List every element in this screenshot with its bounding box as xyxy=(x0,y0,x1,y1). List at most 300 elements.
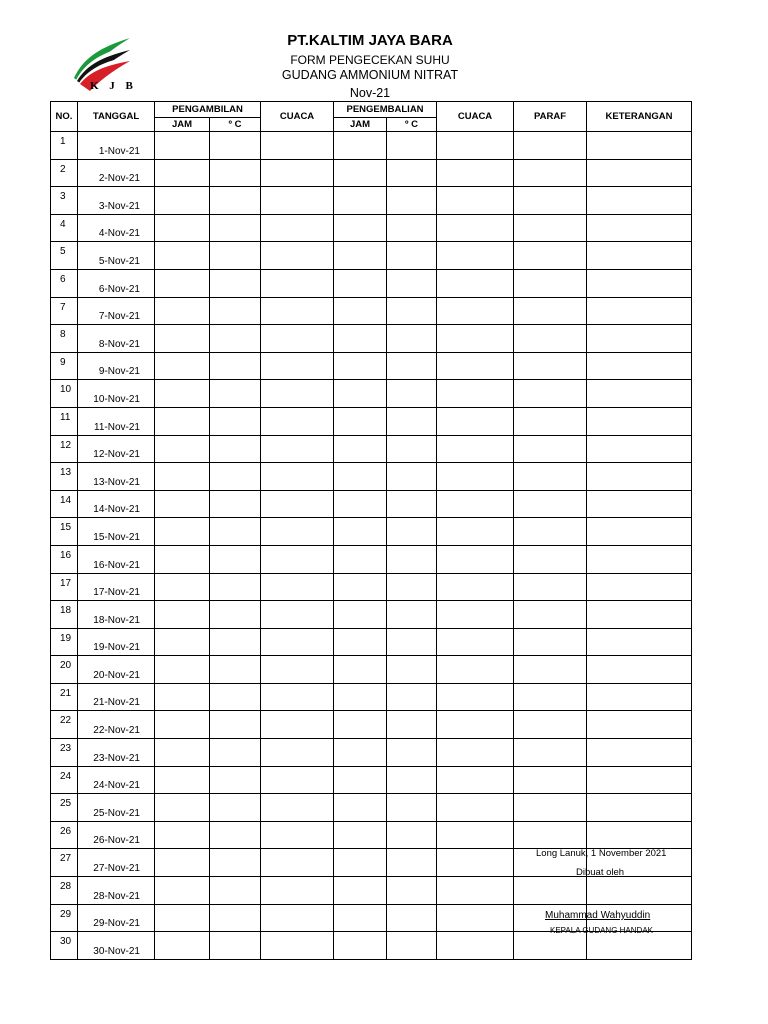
return-time-cell[interactable] xyxy=(334,877,387,905)
return-weather-cell[interactable] xyxy=(437,601,514,629)
notes-cell[interactable] xyxy=(587,794,692,822)
return-time-cell[interactable] xyxy=(334,159,387,187)
notes-cell[interactable] xyxy=(587,380,692,408)
return-time-cell[interactable] xyxy=(334,132,387,160)
taking-time-cell[interactable] xyxy=(155,601,210,629)
sign-cell[interactable] xyxy=(514,407,587,435)
return-weather-cell[interactable] xyxy=(437,545,514,573)
row-number: 2 xyxy=(51,159,78,187)
return-temp-cell[interactable] xyxy=(387,601,437,629)
table-row xyxy=(51,683,692,711)
row-number: 13 xyxy=(51,463,78,491)
return-temp-cell[interactable] xyxy=(387,628,437,656)
sign-cell[interactable] xyxy=(514,187,587,215)
taking-weather-cell[interactable] xyxy=(261,849,334,877)
taking-time-cell[interactable] xyxy=(155,242,210,270)
taking-temp-cell[interactable] xyxy=(210,214,261,242)
taking-time-cell[interactable] xyxy=(155,435,210,463)
taking-temp-cell[interactable] xyxy=(210,683,261,711)
return-temp-cell[interactable] xyxy=(387,573,437,601)
row-date: 6-Nov-21 xyxy=(78,269,155,297)
row-number: 17 xyxy=(51,573,78,601)
taking-temp-cell[interactable] xyxy=(210,573,261,601)
sign-cell[interactable] xyxy=(514,821,587,849)
notes-cell[interactable] xyxy=(587,407,692,435)
sign-cell[interactable] xyxy=(514,766,587,794)
return-weather-cell[interactable] xyxy=(437,573,514,601)
return-weather-cell[interactable] xyxy=(437,297,514,325)
header-date: TANGGAL xyxy=(78,102,155,132)
taking-weather-cell[interactable] xyxy=(261,821,334,849)
table-row xyxy=(51,159,692,187)
notes-cell[interactable] xyxy=(587,518,692,546)
return-temp-cell[interactable] xyxy=(387,132,437,160)
taking-temp-cell[interactable] xyxy=(210,821,261,849)
sign-cell[interactable] xyxy=(514,269,587,297)
notes-cell[interactable] xyxy=(587,766,692,794)
taking-temp-cell[interactable] xyxy=(210,463,261,491)
sign-cell[interactable] xyxy=(514,601,587,629)
taking-weather-cell[interactable] xyxy=(261,656,334,684)
return-weather-cell[interactable] xyxy=(437,325,514,353)
taking-temp-cell[interactable] xyxy=(210,656,261,684)
taking-time-cell[interactable] xyxy=(155,214,210,242)
table-row xyxy=(51,711,692,739)
return-time-cell[interactable] xyxy=(334,435,387,463)
return-weather-cell[interactable] xyxy=(437,490,514,518)
notes-cell[interactable] xyxy=(587,159,692,187)
taking-weather-cell[interactable] xyxy=(261,739,334,767)
return-time-cell[interactable] xyxy=(334,518,387,546)
taking-weather-cell[interactable] xyxy=(261,214,334,242)
taking-weather-cell[interactable] xyxy=(261,628,334,656)
header-taking-time: JAM xyxy=(155,118,210,132)
header-taking: PENGAMBILAN xyxy=(155,102,261,118)
taking-temp-cell[interactable] xyxy=(210,849,261,877)
sign-cell[interactable] xyxy=(514,380,587,408)
taking-temp-cell[interactable] xyxy=(210,269,261,297)
sign-cell[interactable] xyxy=(514,463,587,491)
taking-temp-cell[interactable] xyxy=(210,132,261,160)
return-temp-cell[interactable] xyxy=(387,490,437,518)
taking-weather-cell[interactable] xyxy=(261,518,334,546)
return-temp-cell[interactable] xyxy=(387,187,437,215)
return-temp-cell[interactable] xyxy=(387,545,437,573)
return-temp-cell[interactable] xyxy=(387,656,437,684)
notes-cell[interactable] xyxy=(587,242,692,270)
row-number: 3 xyxy=(51,187,78,215)
taking-time-cell[interactable] xyxy=(155,463,210,491)
taking-temp-cell[interactable] xyxy=(210,739,261,767)
table-row xyxy=(51,269,692,297)
row-number: 18 xyxy=(51,601,78,629)
return-weather-cell[interactable] xyxy=(437,407,514,435)
return-time-cell[interactable] xyxy=(334,187,387,215)
notes-cell[interactable] xyxy=(587,490,692,518)
taking-weather-cell[interactable] xyxy=(261,435,334,463)
row-date: 14-Nov-21 xyxy=(78,490,155,518)
table-row xyxy=(51,628,692,656)
sign-cell[interactable] xyxy=(514,794,587,822)
row-date: 1-Nov-21 xyxy=(78,132,155,160)
table-row xyxy=(51,242,692,270)
return-weather-cell[interactable] xyxy=(437,766,514,794)
taking-time-cell[interactable] xyxy=(155,187,210,215)
table-row xyxy=(51,132,692,160)
row-date: 15-Nov-21 xyxy=(78,518,155,546)
sign-cell[interactable] xyxy=(514,159,587,187)
return-temp-cell[interactable] xyxy=(387,877,437,905)
return-weather-cell[interactable] xyxy=(437,214,514,242)
return-weather-cell[interactable] xyxy=(437,628,514,656)
row-date: 13-Nov-21 xyxy=(78,463,155,491)
taking-weather-cell[interactable] xyxy=(261,242,334,270)
return-temp-cell[interactable] xyxy=(387,159,437,187)
taking-time-cell[interactable] xyxy=(155,297,210,325)
return-time-cell[interactable] xyxy=(334,628,387,656)
taking-time-cell[interactable] xyxy=(155,656,210,684)
taking-weather-cell[interactable] xyxy=(261,573,334,601)
notes-cell[interactable] xyxy=(587,325,692,353)
row-number: 6 xyxy=(51,269,78,297)
return-temp-cell[interactable] xyxy=(387,821,437,849)
taking-temp-cell[interactable] xyxy=(210,297,261,325)
row-date: 7-Nov-21 xyxy=(78,297,155,325)
return-weather-cell[interactable] xyxy=(437,159,514,187)
return-time-cell[interactable] xyxy=(334,794,387,822)
row-date: 20-Nov-21 xyxy=(78,656,155,684)
sign-cell[interactable] xyxy=(514,656,587,684)
row-number: 21 xyxy=(51,683,78,711)
row-number: 1 xyxy=(51,132,78,160)
taking-temp-cell[interactable] xyxy=(210,159,261,187)
notes-cell[interactable] xyxy=(587,352,692,380)
row-number: 15 xyxy=(51,518,78,546)
notes-cell[interactable] xyxy=(587,214,692,242)
return-time-cell[interactable] xyxy=(334,545,387,573)
return-time-cell[interactable] xyxy=(334,904,387,932)
row-date: 28-Nov-21 xyxy=(78,877,155,905)
row-date: 5-Nov-21 xyxy=(78,242,155,270)
notes-cell[interactable] xyxy=(587,187,692,215)
return-time-cell[interactable] xyxy=(334,849,387,877)
sign-cell[interactable] xyxy=(514,132,587,160)
sign-cell[interactable] xyxy=(514,545,587,573)
row-number: 20 xyxy=(51,656,78,684)
return-weather-cell[interactable] xyxy=(437,904,514,932)
return-temp-cell[interactable] xyxy=(387,297,437,325)
taking-weather-cell[interactable] xyxy=(261,269,334,297)
table-row xyxy=(51,821,692,849)
taking-temp-cell[interactable] xyxy=(210,628,261,656)
return-weather-cell[interactable] xyxy=(437,518,514,546)
return-temp-cell[interactable] xyxy=(387,766,437,794)
notes-cell[interactable] xyxy=(587,545,692,573)
taking-time-cell[interactable] xyxy=(155,545,210,573)
taking-time-cell[interactable] xyxy=(155,849,210,877)
return-weather-cell[interactable] xyxy=(437,187,514,215)
taking-weather-cell[interactable] xyxy=(261,325,334,353)
taking-weather-cell[interactable] xyxy=(261,407,334,435)
sign-cell[interactable] xyxy=(514,739,587,767)
sign-cell[interactable] xyxy=(514,325,587,353)
return-weather-cell[interactable] xyxy=(437,435,514,463)
sign-cell[interactable] xyxy=(514,352,587,380)
row-number: 19 xyxy=(51,628,78,656)
taking-temp-cell[interactable] xyxy=(210,435,261,463)
notes-cell[interactable] xyxy=(587,132,692,160)
taking-time-cell[interactable] xyxy=(155,683,210,711)
notes-cell[interactable] xyxy=(587,932,692,960)
return-time-cell[interactable] xyxy=(334,683,387,711)
taking-weather-cell[interactable] xyxy=(261,352,334,380)
place-date: Long Lanuk, 1 November 2021 xyxy=(536,848,667,859)
taking-weather-cell[interactable] xyxy=(261,132,334,160)
taking-time-cell[interactable] xyxy=(155,821,210,849)
notes-cell[interactable] xyxy=(587,656,692,684)
row-number: 8 xyxy=(51,325,78,353)
row-date: 22-Nov-21 xyxy=(78,711,155,739)
taking-temp-cell[interactable] xyxy=(210,794,261,822)
sign-cell[interactable] xyxy=(514,297,587,325)
taking-temp-cell[interactable] xyxy=(210,325,261,353)
sign-cell[interactable] xyxy=(514,877,587,905)
return-weather-cell[interactable] xyxy=(437,683,514,711)
taking-weather-cell[interactable] xyxy=(261,904,334,932)
taking-time-cell[interactable] xyxy=(155,132,210,160)
header-no: NO. xyxy=(51,102,78,132)
sign-cell[interactable] xyxy=(514,932,587,960)
row-date: 21-Nov-21 xyxy=(78,683,155,711)
return-time-cell[interactable] xyxy=(334,242,387,270)
row-number: 28 xyxy=(51,877,78,905)
notes-cell[interactable] xyxy=(587,601,692,629)
notes-cell[interactable] xyxy=(587,435,692,463)
return-weather-cell[interactable] xyxy=(437,242,514,270)
taking-time-cell[interactable] xyxy=(155,739,210,767)
sign-cell[interactable] xyxy=(514,573,587,601)
header-sign: PARAF xyxy=(514,102,587,132)
return-time-cell[interactable] xyxy=(334,214,387,242)
taking-weather-cell[interactable] xyxy=(261,766,334,794)
taking-time-cell[interactable] xyxy=(155,269,210,297)
row-date: 27-Nov-21 xyxy=(78,849,155,877)
sign-cell[interactable] xyxy=(514,711,587,739)
return-weather-cell[interactable] xyxy=(437,132,514,160)
sign-cell[interactable] xyxy=(514,214,587,242)
return-time-cell[interactable] xyxy=(334,463,387,491)
return-temp-cell[interactable] xyxy=(387,325,437,353)
return-temp-cell[interactable] xyxy=(387,794,437,822)
return-weather-cell[interactable] xyxy=(437,352,514,380)
company-name: PT.KALTIM JAYA BARA xyxy=(287,32,453,49)
taking-weather-cell[interactable] xyxy=(261,601,334,629)
logo-text: K J B xyxy=(90,80,137,92)
return-weather-cell[interactable] xyxy=(437,711,514,739)
taking-time-cell[interactable] xyxy=(155,711,210,739)
return-temp-cell[interactable] xyxy=(387,683,437,711)
sign-cell[interactable] xyxy=(514,518,587,546)
taking-temp-cell[interactable] xyxy=(210,877,261,905)
return-time-cell[interactable] xyxy=(334,297,387,325)
taking-time-cell[interactable] xyxy=(155,904,210,932)
header-return-time: JAM xyxy=(334,118,387,132)
return-time-cell[interactable] xyxy=(334,766,387,794)
taking-time-cell[interactable] xyxy=(155,380,210,408)
notes-cell[interactable] xyxy=(587,711,692,739)
taking-temp-cell[interactable] xyxy=(210,932,261,960)
return-time-cell[interactable] xyxy=(334,380,387,408)
taking-time-cell[interactable] xyxy=(155,766,210,794)
taking-temp-cell[interactable] xyxy=(210,518,261,546)
table-row xyxy=(51,932,692,960)
taking-weather-cell[interactable] xyxy=(261,545,334,573)
return-temp-cell[interactable] xyxy=(387,214,437,242)
return-temp-cell[interactable] xyxy=(387,849,437,877)
warehouse-name: GUDANG AMMONIUM NITRAT xyxy=(281,68,459,82)
return-weather-cell[interactable] xyxy=(437,656,514,684)
row-number: 26 xyxy=(51,821,78,849)
taking-time-cell[interactable] xyxy=(155,932,210,960)
taking-temp-cell[interactable] xyxy=(210,187,261,215)
row-date: 2-Nov-21 xyxy=(78,159,155,187)
taking-temp-cell[interactable] xyxy=(210,711,261,739)
return-time-cell[interactable] xyxy=(334,932,387,960)
taking-weather-cell[interactable] xyxy=(261,490,334,518)
table-row xyxy=(51,380,692,408)
notes-cell[interactable] xyxy=(587,297,692,325)
notes-cell[interactable] xyxy=(587,821,692,849)
notes-cell[interactable] xyxy=(587,683,692,711)
notes-cell[interactable] xyxy=(587,739,692,767)
taking-temp-cell[interactable] xyxy=(210,490,261,518)
row-number: 10 xyxy=(51,380,78,408)
taking-weather-cell[interactable] xyxy=(261,159,334,187)
return-temp-cell[interactable] xyxy=(387,352,437,380)
return-time-cell[interactable] xyxy=(334,711,387,739)
taking-time-cell[interactable] xyxy=(155,407,210,435)
taking-temp-cell[interactable] xyxy=(210,766,261,794)
return-time-cell[interactable] xyxy=(334,490,387,518)
return-weather-cell[interactable] xyxy=(437,849,514,877)
taking-weather-cell[interactable] xyxy=(261,711,334,739)
row-number: 29 xyxy=(51,904,78,932)
taking-weather-cell[interactable] xyxy=(261,683,334,711)
return-temp-cell[interactable] xyxy=(387,932,437,960)
table-row xyxy=(51,601,692,629)
taking-temp-cell[interactable] xyxy=(210,904,261,932)
return-temp-cell[interactable] xyxy=(387,269,437,297)
sign-cell[interactable] xyxy=(514,683,587,711)
return-time-cell[interactable] xyxy=(334,325,387,353)
sign-cell[interactable] xyxy=(514,435,587,463)
return-weather-cell[interactable] xyxy=(437,739,514,767)
taking-temp-cell[interactable] xyxy=(210,242,261,270)
return-time-cell[interactable] xyxy=(334,573,387,601)
return-weather-cell[interactable] xyxy=(437,380,514,408)
taking-weather-cell[interactable] xyxy=(261,297,334,325)
return-time-cell[interactable] xyxy=(334,656,387,684)
return-time-cell[interactable] xyxy=(334,601,387,629)
row-date: 4-Nov-21 xyxy=(78,214,155,242)
taking-weather-cell[interactable] xyxy=(261,187,334,215)
sign-cell[interactable] xyxy=(514,242,587,270)
header-weather-return: CUACA xyxy=(437,102,514,132)
return-time-cell[interactable] xyxy=(334,821,387,849)
taking-weather-cell[interactable] xyxy=(261,463,334,491)
notes-cell[interactable] xyxy=(587,628,692,656)
taking-temp-cell[interactable] xyxy=(210,352,261,380)
taking-time-cell[interactable] xyxy=(155,352,210,380)
taking-time-cell[interactable] xyxy=(155,518,210,546)
return-temp-cell[interactable] xyxy=(387,435,437,463)
return-temp-cell[interactable] xyxy=(387,739,437,767)
return-temp-cell[interactable] xyxy=(387,711,437,739)
taking-weather-cell[interactable] xyxy=(261,877,334,905)
notes-cell[interactable] xyxy=(587,877,692,905)
table-row xyxy=(51,794,692,822)
return-temp-cell[interactable] xyxy=(387,380,437,408)
taking-weather-cell[interactable] xyxy=(261,380,334,408)
return-weather-cell[interactable] xyxy=(437,821,514,849)
period-label: Nov-21 xyxy=(349,86,391,100)
return-time-cell[interactable] xyxy=(334,352,387,380)
taking-temp-cell[interactable] xyxy=(210,407,261,435)
row-date: 18-Nov-21 xyxy=(78,601,155,629)
sign-cell[interactable] xyxy=(514,490,587,518)
taking-time-cell[interactable] xyxy=(155,159,210,187)
return-weather-cell[interactable] xyxy=(437,932,514,960)
taking-temp-cell[interactable] xyxy=(210,380,261,408)
row-number: 16 xyxy=(51,545,78,573)
return-temp-cell[interactable] xyxy=(387,463,437,491)
taking-time-cell[interactable] xyxy=(155,794,210,822)
return-temp-cell[interactable] xyxy=(387,242,437,270)
return-time-cell[interactable] xyxy=(334,739,387,767)
notes-cell[interactable] xyxy=(587,269,692,297)
taking-temp-cell[interactable] xyxy=(210,545,261,573)
taking-time-cell[interactable] xyxy=(155,490,210,518)
return-temp-cell[interactable] xyxy=(387,904,437,932)
taking-time-cell[interactable] xyxy=(155,325,210,353)
header-notes: KETERANGAN xyxy=(587,102,692,132)
return-time-cell[interactable] xyxy=(334,407,387,435)
taking-weather-cell[interactable] xyxy=(261,794,334,822)
table-row xyxy=(51,518,692,546)
return-time-cell[interactable] xyxy=(334,269,387,297)
taking-time-cell[interactable] xyxy=(155,877,210,905)
return-temp-cell[interactable] xyxy=(387,518,437,546)
taking-temp-cell[interactable] xyxy=(210,601,261,629)
return-weather-cell[interactable] xyxy=(437,794,514,822)
table-row xyxy=(51,352,692,380)
taking-weather-cell[interactable] xyxy=(261,932,334,960)
row-date: 23-Nov-21 xyxy=(78,739,155,767)
table-row xyxy=(51,297,692,325)
row-number: 27 xyxy=(51,849,78,877)
sign-cell[interactable] xyxy=(514,628,587,656)
taking-time-cell[interactable] xyxy=(155,628,210,656)
notes-cell[interactable] xyxy=(587,463,692,491)
return-weather-cell[interactable] xyxy=(437,269,514,297)
return-weather-cell[interactable] xyxy=(437,877,514,905)
return-temp-cell[interactable] xyxy=(387,407,437,435)
notes-cell[interactable] xyxy=(587,573,692,601)
return-weather-cell[interactable] xyxy=(437,463,514,491)
taking-time-cell[interactable] xyxy=(155,573,210,601)
table-row xyxy=(51,656,692,684)
row-date: 24-Nov-21 xyxy=(78,766,155,794)
